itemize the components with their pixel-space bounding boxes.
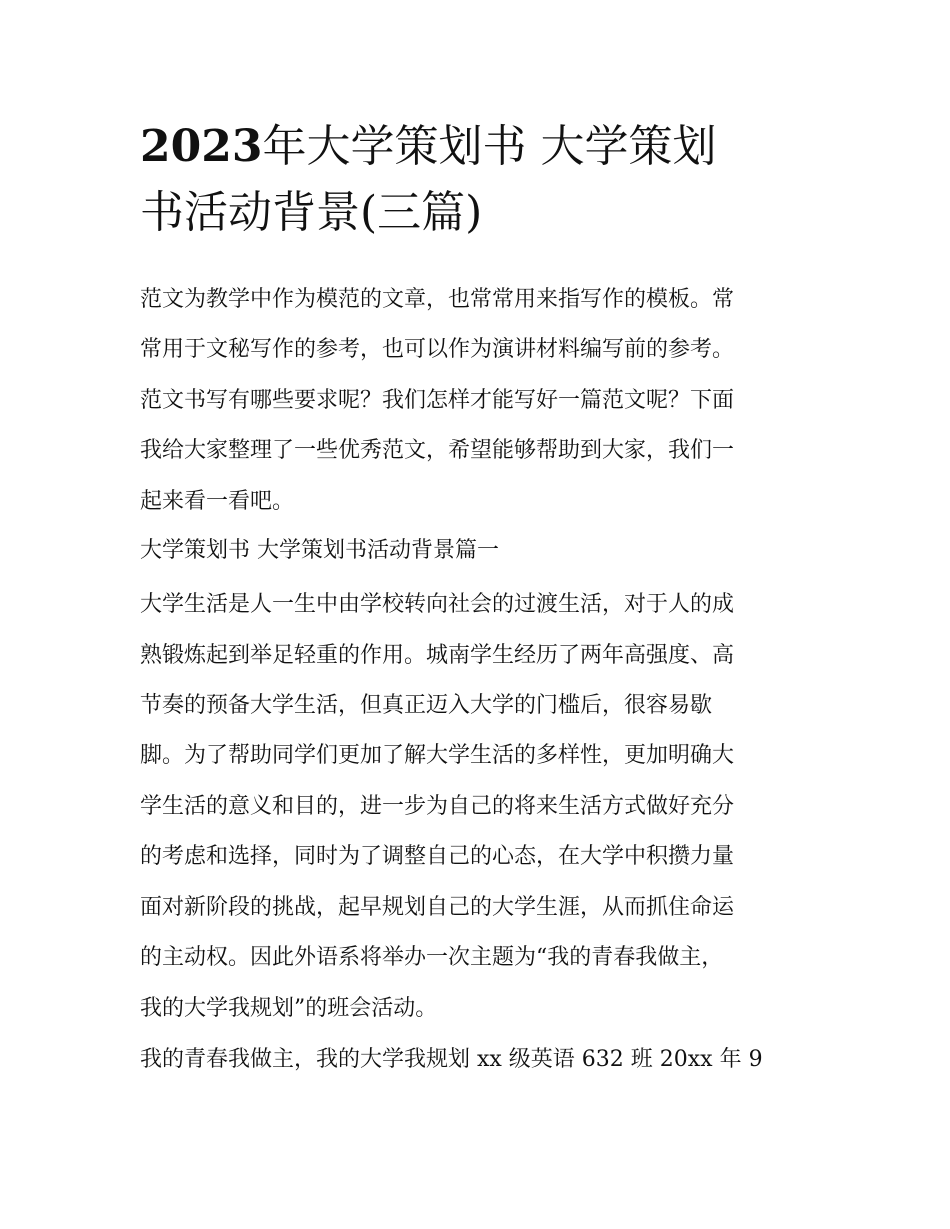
body-line: 常用于文秘写作的参考，也可以作为演讲材料编写前的参考。 xyxy=(140,337,735,362)
body-line: 起来看一看吧。 xyxy=(140,489,295,514)
body-line: 的考虑和选择，同时为了调整自己的心态，在大学中积攒力量 xyxy=(140,844,735,869)
body-line: 我的青春我做主，我的大学我规划 xx 级英语 632 班 20xx 年 9 xyxy=(140,1047,763,1072)
body-line: 范文书写有哪些要求呢？我们怎样才能写好一篇范文呢？下面 xyxy=(140,388,735,413)
body-line: 脚。为了帮助同学们更加了解大学生活的多样性，更加明确大 xyxy=(140,743,735,768)
body-line: 节奏的预备大学生活，但真正迈入大学的门槛后，很容易歇 xyxy=(140,693,713,718)
title-line1-rest: 年大学策划书 大学策划 xyxy=(262,121,717,172)
document-title xyxy=(140,114,820,246)
body-line: 大学生活是人一生中由学校转向社会的过渡生活，对于人的成 xyxy=(140,592,735,617)
title-year: 2023 xyxy=(140,121,263,172)
body-line: 我给大家整理了一些优秀范文，希望能够帮助到大家，我们一 xyxy=(140,438,735,463)
body-line: 熟锻炼起到举足轻重的作用。城南学生经历了两年高强度、高 xyxy=(140,643,735,668)
title-line2: 书活动背景(三篇) xyxy=(140,187,483,238)
body-line: 的主动权。因此外语系将举办一次主题为“我的青春我做主， xyxy=(140,945,724,970)
body-line: 面对新阶段的挑战，起早规划自己的大学生涯，从而抓住命运 xyxy=(140,895,735,920)
body-line: 学生活的意义和目的，进一步为自己的将来生活方式做好充分 xyxy=(140,794,735,819)
body-line: 范文为教学中作为模范的文章，也常常用来指写作的模板。常 xyxy=(140,287,735,312)
section-heading: 大学策划书 大学策划书活动背景篇一 xyxy=(140,538,499,563)
body-line: 我的大学我规划”的班会活动。 xyxy=(140,996,438,1021)
